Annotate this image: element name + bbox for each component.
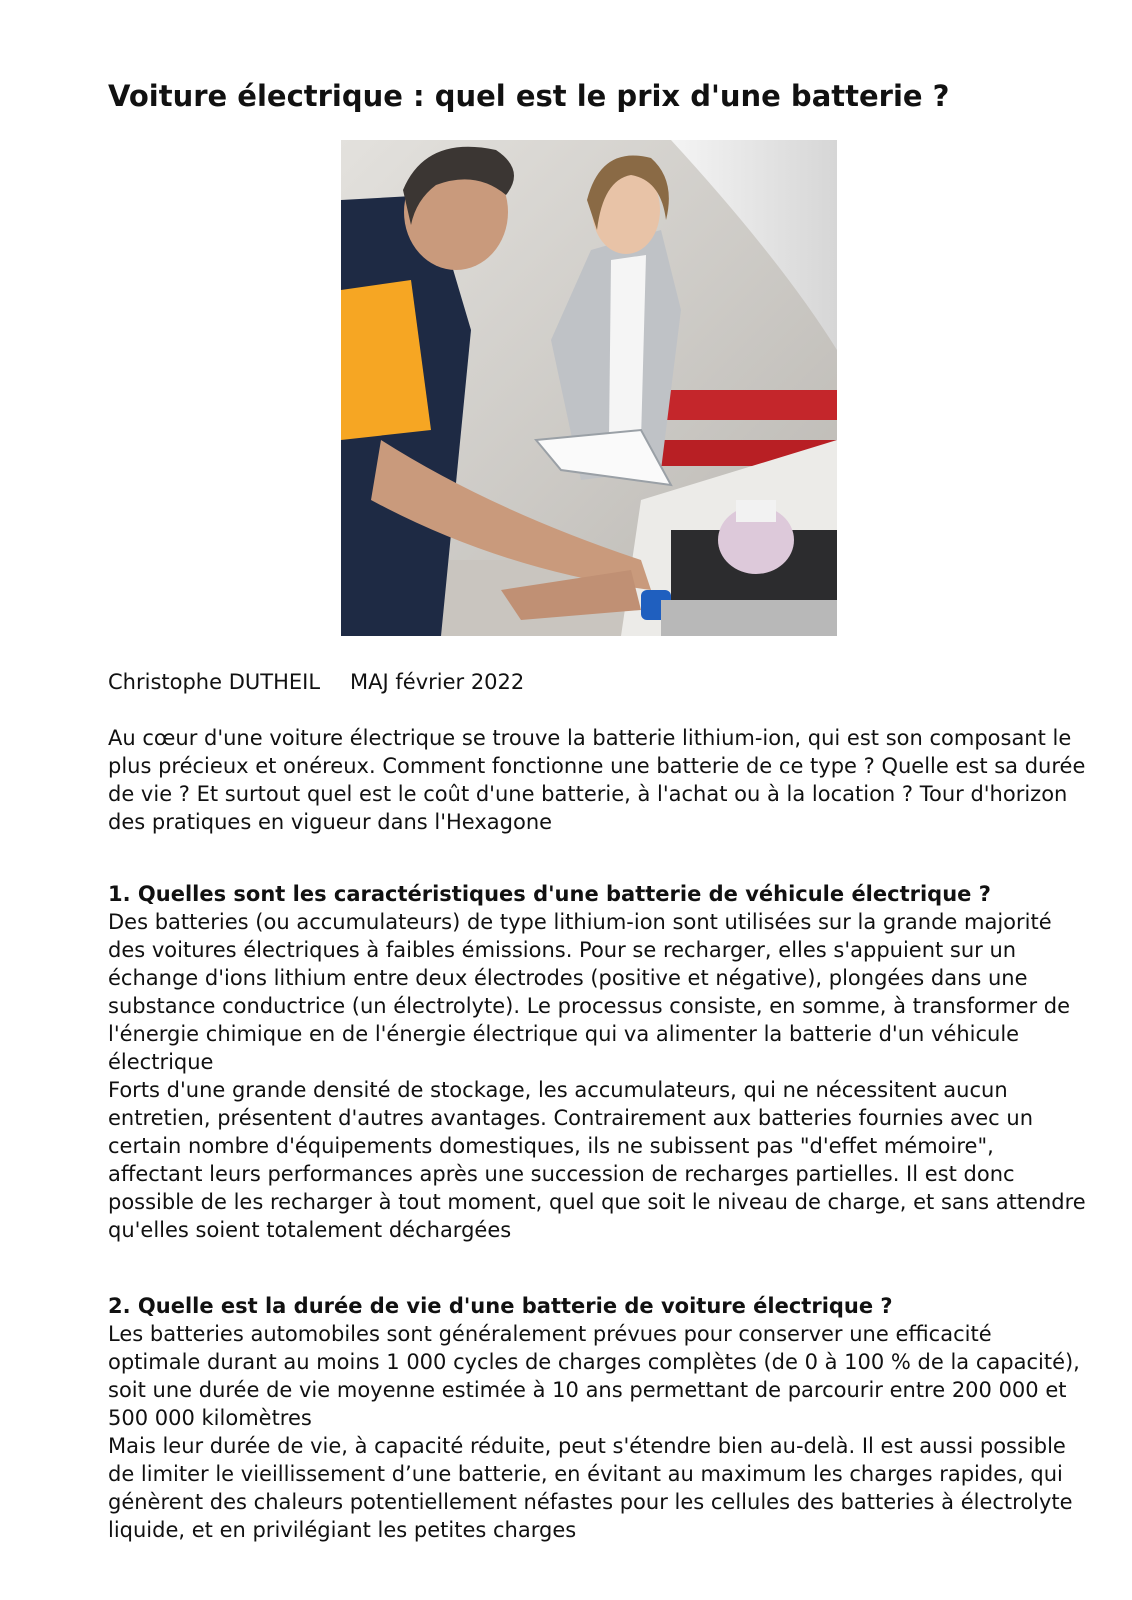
section-lifespan <box>108 1292 1088 1544</box>
byline <box>108 668 524 696</box>
author-name: Christophe DUTHEIL <box>108 670 321 694</box>
intro-paragraph: Au cœur d'une voiture électrique se trouve la batterie lithium-ion, qui est son composant le plus précieux et onéreux. Comment fonctionne une batterie de ce type ? Quelle est sa durée de vie ? Et surtout quel est le coût d'une batterie, à l'achat ou à la location ? Tour d'horizon des pratiques en vigueur dans l'Hexagone <box>108 726 1086 834</box>
section-heading: 1. Quelles sont les caractéristiques d'une batterie de véhicule électrique ? <box>108 882 991 906</box>
section-paragraph: Des batteries (ou accumulateurs) de type lithium-ion sont utilisées sur la grande majorité des voitures électriques à faibles émissions. Pour se recharger, elles s'appuient sur un échange d'ions lithium entre deux électrodes (positive et négative), plongées dans une substance conductrice (un électrolyte). Le processus consiste, en somme, à transformer de l'énergie chimique en de l'énergie électrique qui va alimenter la batterie d'un véhicule électrique <box>108 910 1071 1074</box>
section-characteristics <box>108 880 1088 1244</box>
article-photo <box>341 140 837 636</box>
section-heading: 2. Quelle est la durée de vie d'une batterie de voiture électrique ? <box>108 1294 893 1318</box>
section-paragraph: Mais leur durée de vie, à capacité réduite, peut s'étendre bien au-delà. Il est aussi possible de limiter le vieillissement d’une batterie, en évitant au maximum les charges rapides, qui génèrent des chaleurs potentiellement néfastes pour les cellules des batteries à électrolyte liquide, et en privilégiant les petites charges <box>108 1434 1073 1542</box>
article-title: Voiture électrique : quel est le prix d'une batterie ? <box>108 79 950 113</box>
update-date: MAJ février 2022 <box>350 670 525 694</box>
section-paragraph: Forts d'une grande densité de stockage, les accumulateurs, qui ne nécessitent aucun entretien, présentent d'autres avantages. Contrairement aux batteries fournies avec un certain nombre d'équipements domestiques, ils ne subissent pas "d'effet mémoire", affectant leurs performances après une succession de recharges partielles. Il est donc possible de les recharger à tout moment, quel que soit le niveau de charge, et sans attendre qu'elles soient totalement déchargées <box>108 1078 1086 1242</box>
section-paragraph: Les batteries automobiles sont généralement prévues pour conserver une efficacité optimale durant au moins 1 000 cycles de charges complètes (de 0 à 100 % de la capacité), soit une durée de vie moyenne estimée à 10 ans permettant de parcourir entre 200 000 et 500 000 kilomètres <box>108 1322 1080 1430</box>
